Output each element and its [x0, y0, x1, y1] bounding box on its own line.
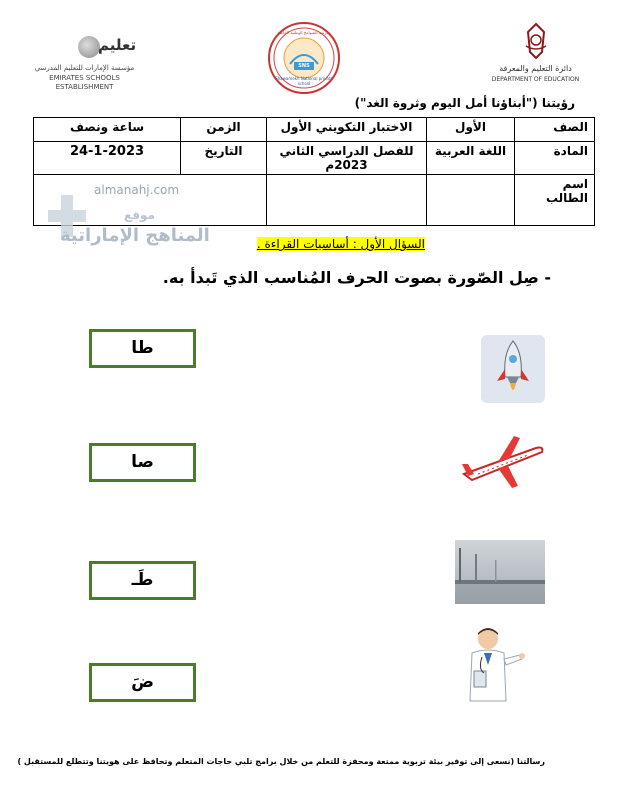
grade-value: الأول: [427, 118, 515, 142]
date-value: 24-1-2023: [34, 142, 181, 175]
taleem-logo-icon: [78, 36, 100, 58]
time-value: ساعة ونصف: [34, 118, 181, 142]
watermark-line2: المناهج الإماراتية: [60, 225, 210, 246]
doctor-icon[interactable]: [458, 625, 526, 703]
falcon-emblem-icon: [516, 22, 556, 60]
mission-statement: رسالتنا (نسعى إلى توفير بيئة تربوية ممتعة ومحفزة للتعلم من خلال برامج تلبي حاجات المتعلم وتحافظ على هويتنا وتتطلع للمستقبل ): [17, 757, 545, 766]
fog-icon[interactable]: [455, 540, 545, 604]
rocket-icon[interactable]: [481, 335, 545, 403]
school-badge: SNS: [298, 63, 310, 69]
left-logo-english: EMIRATES SCHOOLS ESTABLISHMENT: [49, 74, 120, 91]
empty-cell: [267, 175, 427, 226]
left-logo-arabic: مؤسسة الإمارات للتعليم المدرسي: [34, 64, 135, 72]
school-name-english: Shawamekh National private school: [275, 76, 333, 86]
student-name-field[interactable]: [427, 175, 515, 226]
term-label: للفصل الدراسي الثاني 2023م: [267, 142, 427, 175]
emirates-schools-logo: [22, 32, 147, 92]
exam-info-table: [33, 117, 595, 226]
exam-title: الاختبار التكويني الأول: [267, 118, 427, 142]
right-logo-english: DEPARTMENT OF EDUCATION: [491, 76, 580, 83]
school-logo: [268, 22, 340, 94]
subject-label: المادة: [515, 142, 595, 175]
letter-box-sa-alif[interactable]: صا: [89, 443, 196, 482]
question-title-text: السؤال الأول : أساسيات القراءة .: [256, 237, 425, 251]
letter-box-ta-fatha[interactable]: طَـ: [89, 561, 196, 600]
taleem-wordmark: تعليم: [98, 36, 137, 54]
department-of-education-logo: [478, 22, 593, 88]
airplane-icon[interactable]: [458, 430, 548, 496]
student-name-label: اسم الطالب: [515, 175, 595, 226]
watermark-site: almanahj.com: [94, 183, 180, 197]
time-label: الزمن: [181, 118, 267, 142]
grade-label: الصف: [515, 118, 595, 142]
watermark-line1: موقع: [124, 208, 156, 222]
vision-statement: رؤيتنا ("أبناؤنا أمل اليوم وثروة الغد"): [354, 96, 575, 110]
school-name-arabic: مدرسة الشوامخ الوطنية الخاصة: [277, 30, 331, 35]
question-title: [257, 237, 425, 251]
question-instruction: - صِل الصّورة بصوت الحرف المُناسب الذي تَبدأ به.: [162, 268, 551, 287]
subject-value: اللغة العربية: [427, 142, 515, 175]
date-label: التاريخ: [181, 142, 267, 175]
right-logo-arabic: دائرة التعليم والمعرفة: [499, 64, 572, 73]
letter-box-ta-alif[interactable]: طا: [89, 329, 196, 368]
letter-box-dad-fatha[interactable]: ضَ: [89, 663, 196, 702]
